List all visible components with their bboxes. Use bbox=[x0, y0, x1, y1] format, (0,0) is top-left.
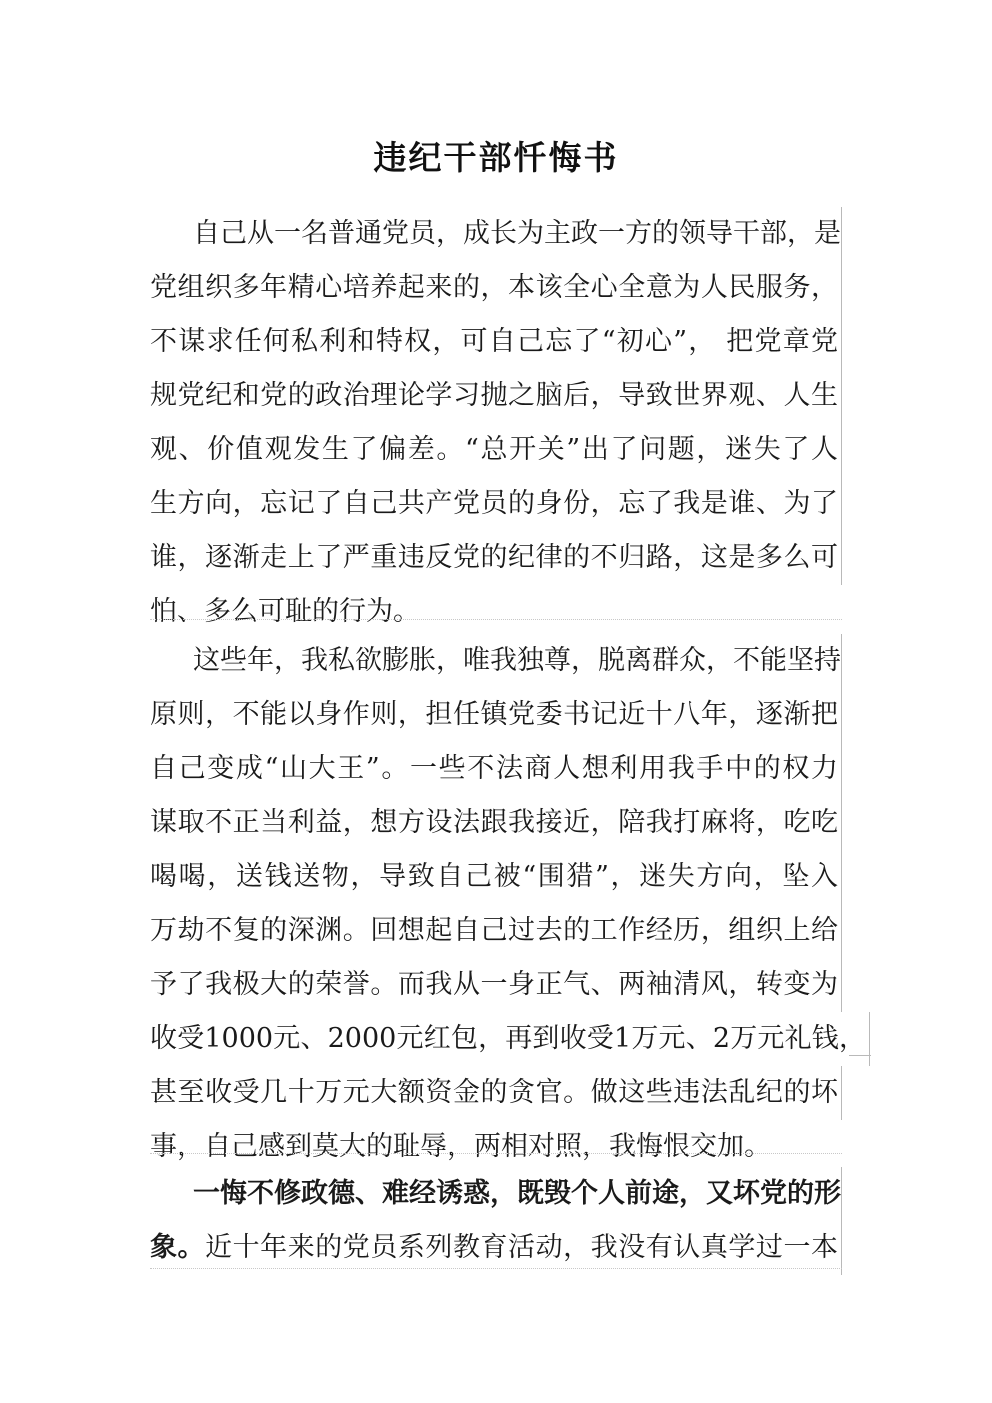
paragraph-line: 原则，不能以身作则，担任镇党委书记近十八年，逐渐把 bbox=[150, 688, 842, 742]
paragraph-line bbox=[150, 1221, 842, 1275]
paragraph-line: 不谋求任何私利和特权，可自己忘了“初心”， 把党章党 bbox=[150, 315, 842, 369]
paragraph-line: 观、价值观发生了偏差。“总开关”出了问题，迷失了人 bbox=[150, 423, 842, 477]
paragraph-separator bbox=[150, 1153, 842, 1154]
paragraph-separator bbox=[150, 1268, 842, 1269]
paragraph-line: 自己从一名普通党员，成长为主政一方的领导干部，是 bbox=[150, 207, 842, 261]
paragraph-1 bbox=[150, 207, 842, 639]
paragraph-line: 生方向，忘记了自己共产党员的身份，忘了我是谁、为了 bbox=[150, 477, 842, 531]
paragraph-separator bbox=[150, 619, 842, 620]
paragraph-3 bbox=[150, 1167, 842, 1275]
paragraph-line: 予了我极大的荣誉。而我从一身正气、两袖清风，转变为 bbox=[150, 958, 842, 1012]
paragraph-line-bold: 一悔不修政德、难经诱惑，既毁个人前途，又坏党的形 bbox=[150, 1167, 842, 1221]
paragraph-line: 收受1000元、2000元红包，再到收受1万元、2万元礼钱， bbox=[150, 1012, 870, 1066]
bold-lead-text: 象。 bbox=[150, 1232, 206, 1263]
paragraph-line: 规党纪和党的政治理论学习抛之脑后，导致世界观、人生 bbox=[150, 369, 842, 423]
paragraph-line: 这些年，我私欲膨胀，唯我独尊，脱离群众，不能坚持 bbox=[150, 634, 842, 688]
paragraph-line: 万劫不复的深渊。回想起自己过去的工作经历，组织上给 bbox=[150, 904, 842, 958]
paragraph-line: 谁，逐渐走上了严重违反党的纪律的不归路，这是多么可 bbox=[150, 531, 842, 585]
paragraph-line: 谋取不正当利益，想方设法跟我接近，陪我打麻将，吃吃 bbox=[150, 796, 842, 850]
paragraph-line: 喝喝，送钱送物，导致自己被“围猎”，迷失方向，坠入 bbox=[150, 850, 842, 904]
document-title: 违纪干部忏悔书 bbox=[373, 138, 619, 177]
paragraph-line: 怕、多么可耻的行为。 bbox=[150, 596, 420, 627]
paragraph-text: 近十年来的党员系列教育活动，我没有认真学过一本 bbox=[205, 1232, 839, 1263]
paragraph-2 bbox=[150, 634, 866, 1174]
paragraph-line: 甚至收受几十万元大额资金的贪官。做这些违法乱纪的坏 bbox=[150, 1066, 842, 1120]
paragraph-line: 党组织多年精心培养起来的，本该全心全意为人民服务， bbox=[150, 261, 842, 315]
paragraph-line: 自己变成“山大王”。一些不法商人想利用我手中的权力 bbox=[150, 742, 842, 796]
paragraph-line: 事，自己感到莫大的耻辱，两相对照，我悔恨交加。 bbox=[150, 1131, 771, 1162]
